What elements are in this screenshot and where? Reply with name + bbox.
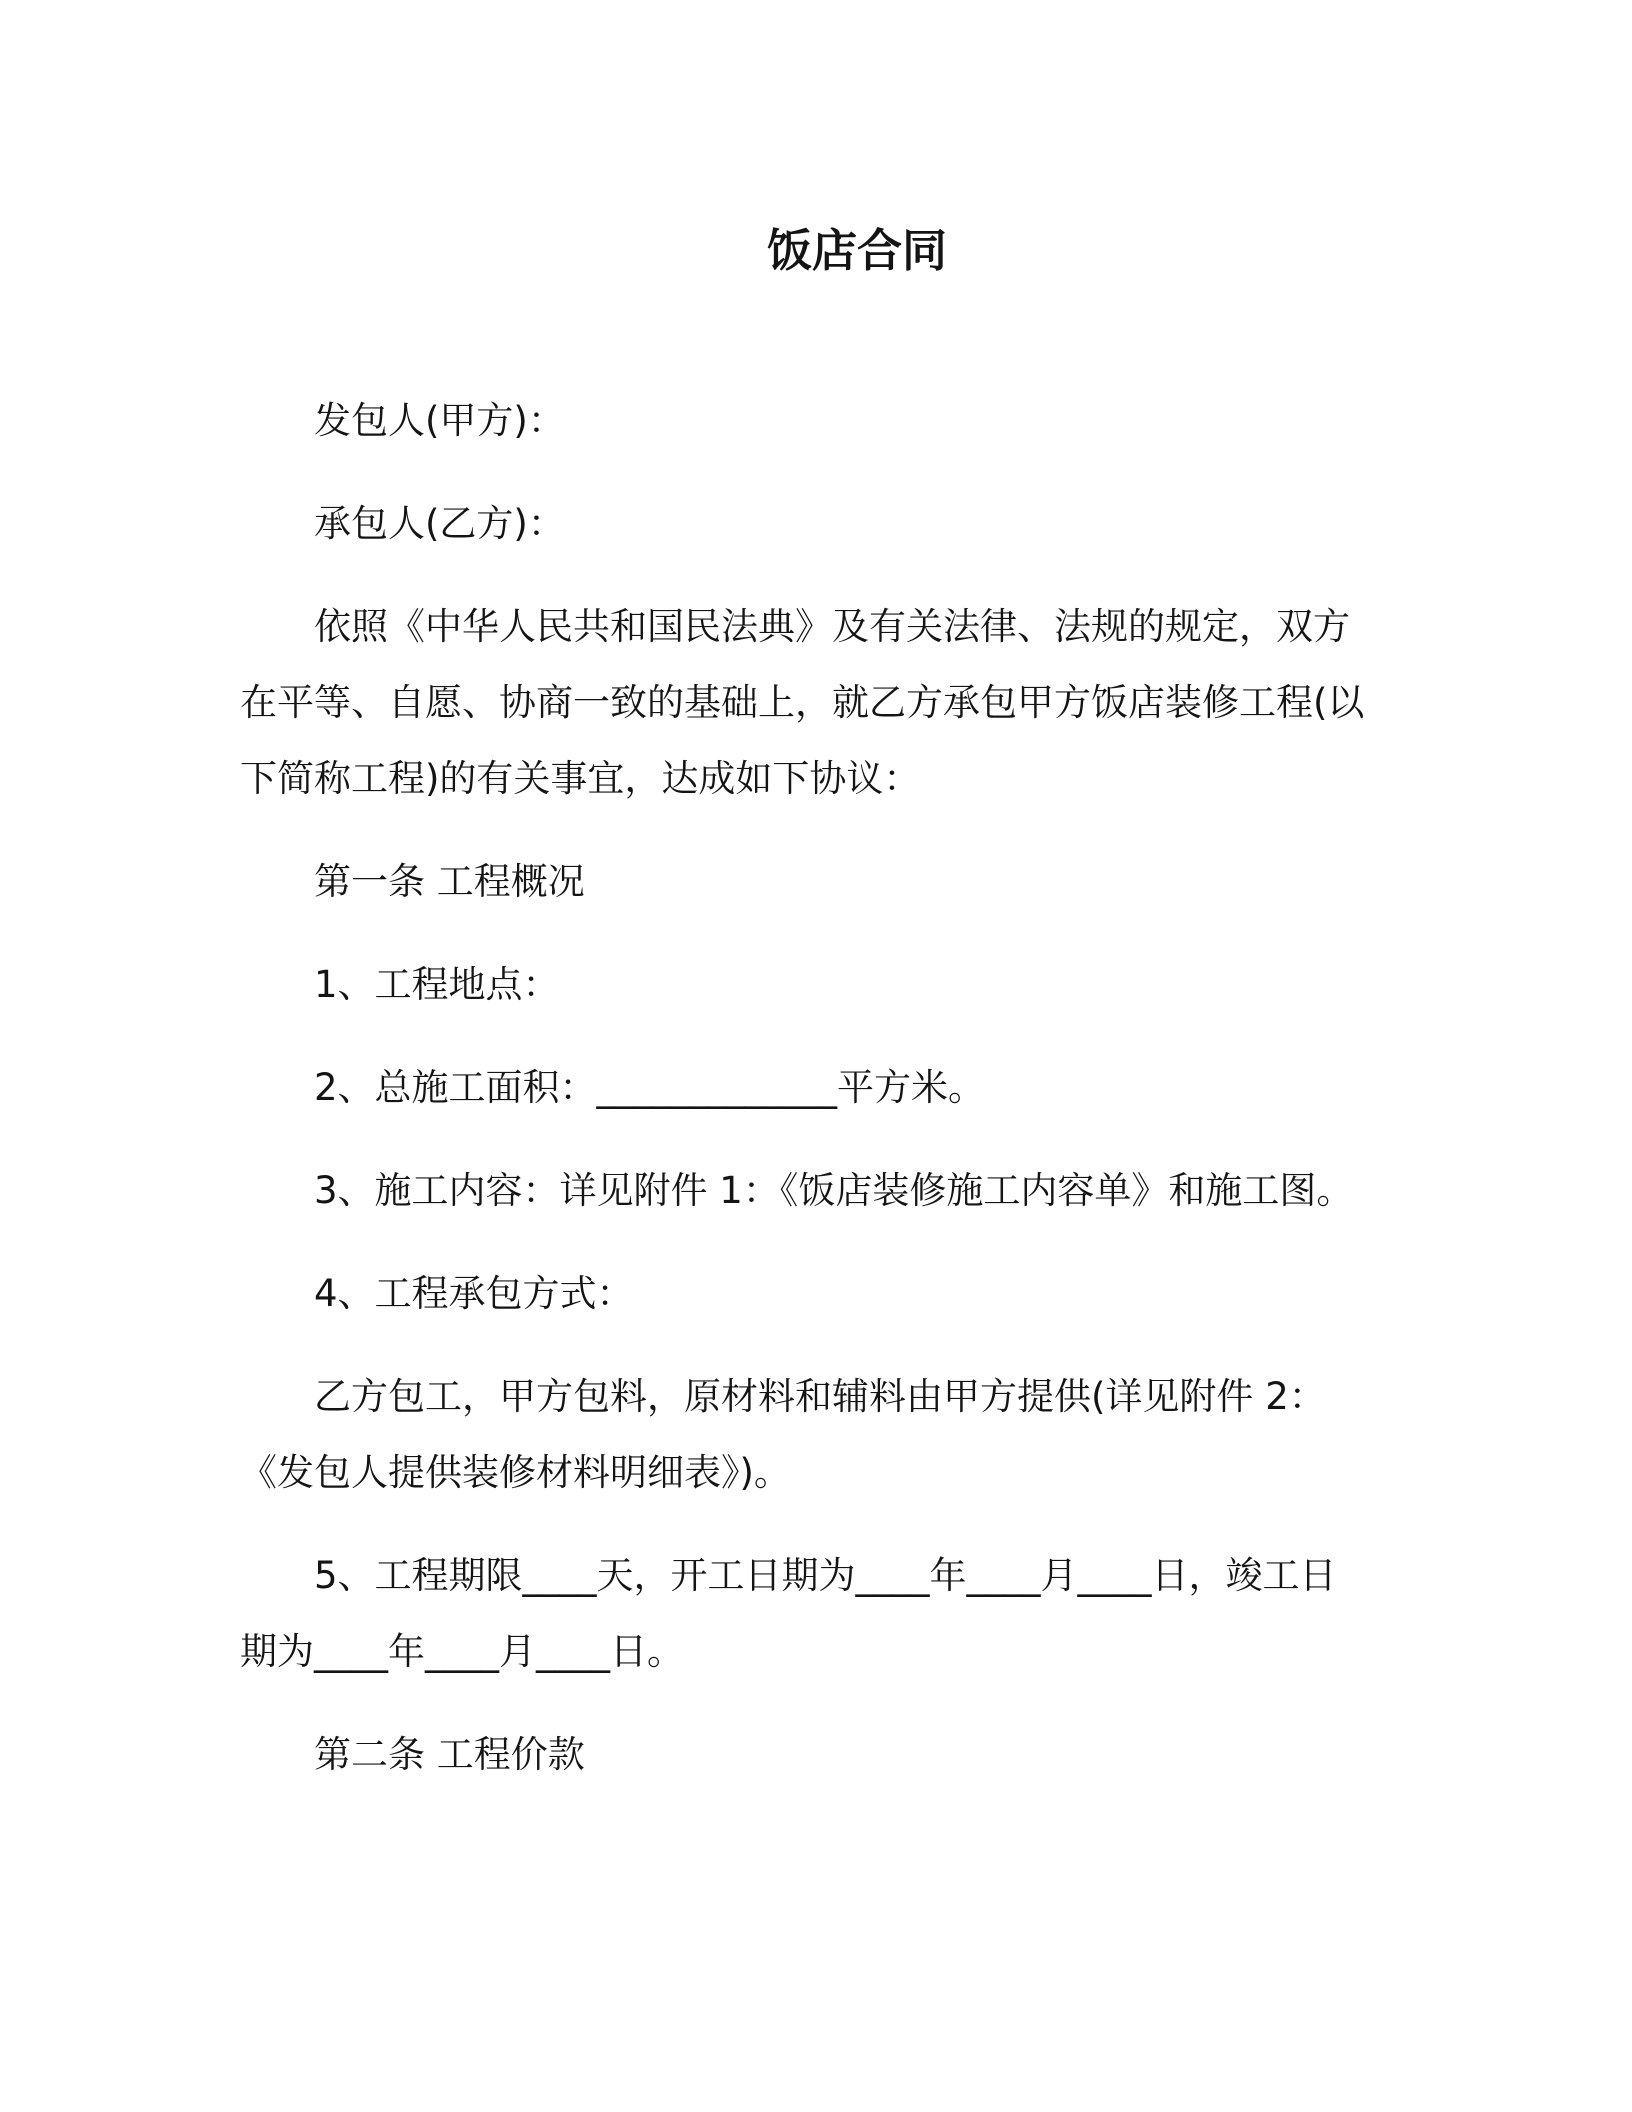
party-a-paragraph	[240, 383, 1490, 459]
article-heading	[240, 1717, 1490, 1793]
paragraph-line: 下简称工程)的有关事宜，达成如下协议：	[240, 757, 921, 800]
paragraph-line: 《发包人提供装修材料明细表》)。	[240, 1451, 791, 1494]
paragraph-line: 发包人(甲方)：	[314, 399, 565, 442]
paragraph-line: 依照《中华人民共和国民法典》及有关法律、法规的规定，双方	[314, 605, 1350, 648]
clause-item	[240, 947, 1490, 1023]
document-body	[240, 383, 1490, 1820]
document-title: 饭店合同	[766, 224, 947, 277]
paragraph-line: 5、工程期限____天，开工日期为____年____月____日，竣工日	[314, 1554, 1337, 1597]
paragraph-line: 期为____年____月____日。	[240, 1630, 684, 1673]
paragraph-line: 4、工程承包方式：	[314, 1272, 634, 1315]
clause-item	[240, 1538, 1490, 1690]
clause-item	[240, 1359, 1490, 1511]
clause-item	[240, 1256, 1490, 1332]
clause-item	[240, 1050, 1490, 1126]
paragraph-line: 第一条 工程概况	[314, 860, 585, 903]
paragraph-line: 3、施工内容：详见附件 1：《饭店装修施工内容单》和施工图。	[314, 1169, 1354, 1212]
paragraph-line: 1、工程地点：	[314, 963, 560, 1006]
paragraph-line: 第二条 工程价款	[314, 1733, 585, 1776]
party-b-paragraph	[240, 486, 1490, 562]
article-heading	[240, 844, 1490, 920]
clause-item	[240, 1153, 1490, 1229]
preamble-paragraph	[240, 589, 1490, 817]
paragraph-line: 乙方包工，甲方包料，原材料和辅料由甲方提供(详见附件 2：	[314, 1375, 1326, 1418]
paragraph-line: 2、总施工面积：_____________平方米。	[314, 1066, 986, 1109]
paragraph-line: 承包人(乙方)：	[314, 502, 565, 545]
paragraph-line: 在平等、自愿、协商一致的基础上，就乙方承包甲方饭店装修工程(以	[240, 681, 1365, 724]
